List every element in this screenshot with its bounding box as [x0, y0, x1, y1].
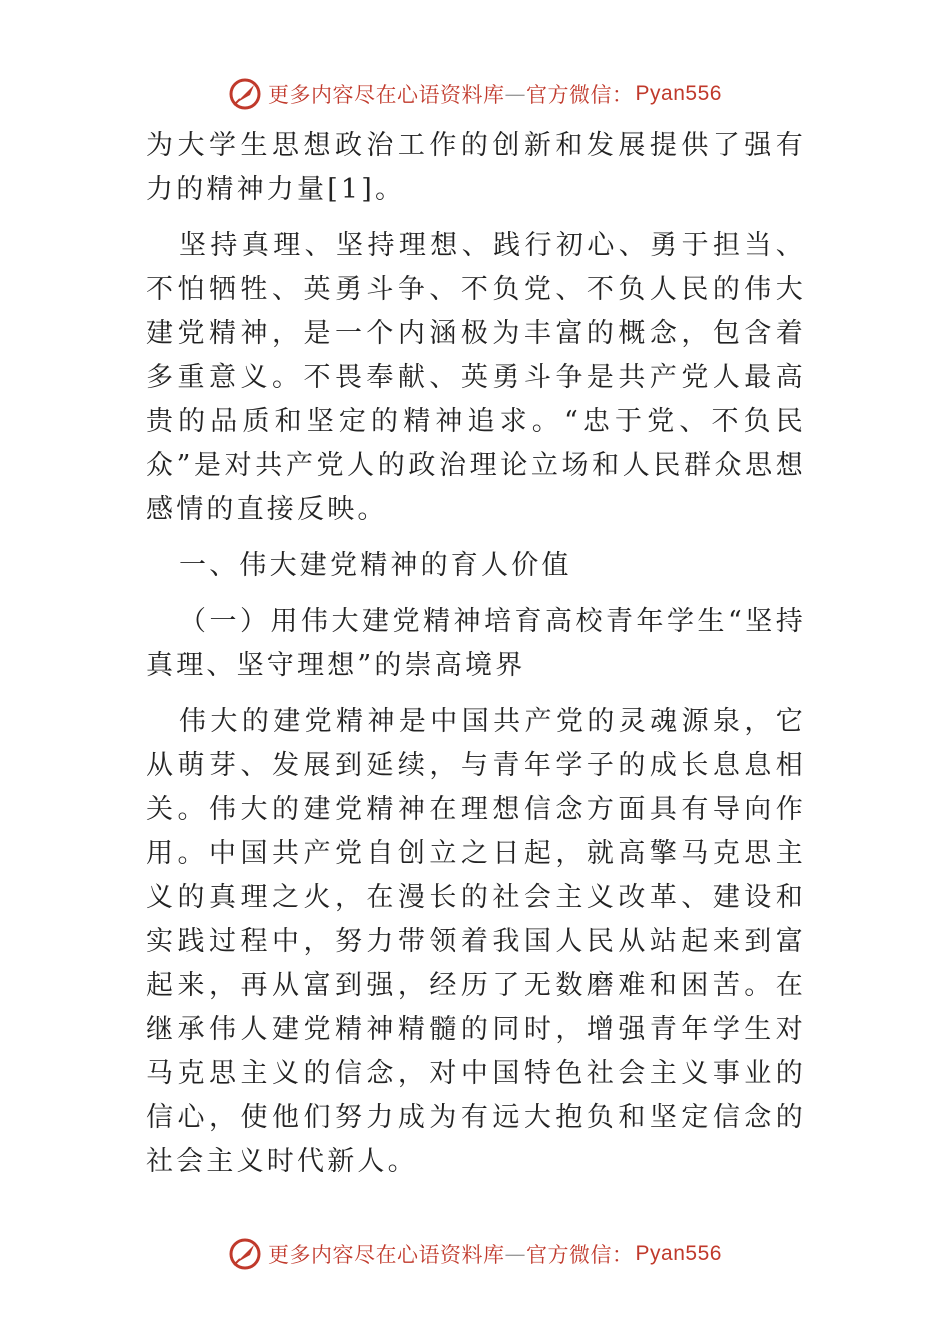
section-heading: 一、伟大建党精神的育人价值: [179, 550, 572, 581]
quill-pen-logo-icon: [228, 77, 262, 111]
watermark-brand: 更多内容尽在心语资料库: [268, 1243, 505, 1267]
paragraph-spirit-definition: 坚持真理、坚持理想、践行初心、勇于担当、不怕牺牲、英勇斗争、不负党、不负人民的伟大建党精神，是一个内涵极为丰富的概念，包含着多重意义。不畏奉献、英勇斗争是共产党人最高贵的品质和坚定的精神追求。“忠于党、不负民众”是对共产党人的政治理论立场和人民群众思想感情的直接反映。: [146, 230, 806, 525]
paragraph-body: 伟大的建党精神是中国共产党的灵魂源泉，它从萌芽、发展到延续，与青年学子的成长息息相关。伟大的建党精神在理想信念方面具有导向作用。中国共产党自创立之日起，就高擎马克思主义的真理之火，在漫长的社会主义改革、建设和实践过程中，努力带领着我国人民从站起来到富起来，再从富到强，经历了无数磨难和困苦。在继承伟人建党精神精髓的同时，增强青年学生对马克思主义的信念，对中国特色社会主义事业的信心，使他们努力成为有远大抱负和坚定信念的社会主义时代新人。: [146, 706, 806, 1177]
watermark-wechat-id: Pyan556: [635, 82, 722, 105]
paragraph-continuation: 为大学生思想政治工作的创新和发展提供了强有力的精神力量[1]。: [146, 130, 806, 205]
watermark-brand: 更多内容尽在心语资料库: [268, 83, 505, 107]
header-watermark: [0, 74, 950, 114]
watermark-separator: —: [504, 1242, 527, 1266]
quill-pen-logo-icon: [228, 1237, 262, 1271]
subsection-heading: （一）用伟大建党精神培育高校青年学生“坚持真理、坚守理想”的崇高境界: [146, 606, 806, 681]
watermark-wechat-id: Pyan556: [635, 1242, 722, 1265]
watermark-wechat-label: 官方微信：: [526, 1243, 634, 1267]
watermark-separator: —: [504, 82, 527, 106]
document-body: [146, 124, 806, 1196]
footer-watermark: [0, 1234, 950, 1274]
watermark-wechat-label: 官方微信：: [526, 83, 634, 107]
